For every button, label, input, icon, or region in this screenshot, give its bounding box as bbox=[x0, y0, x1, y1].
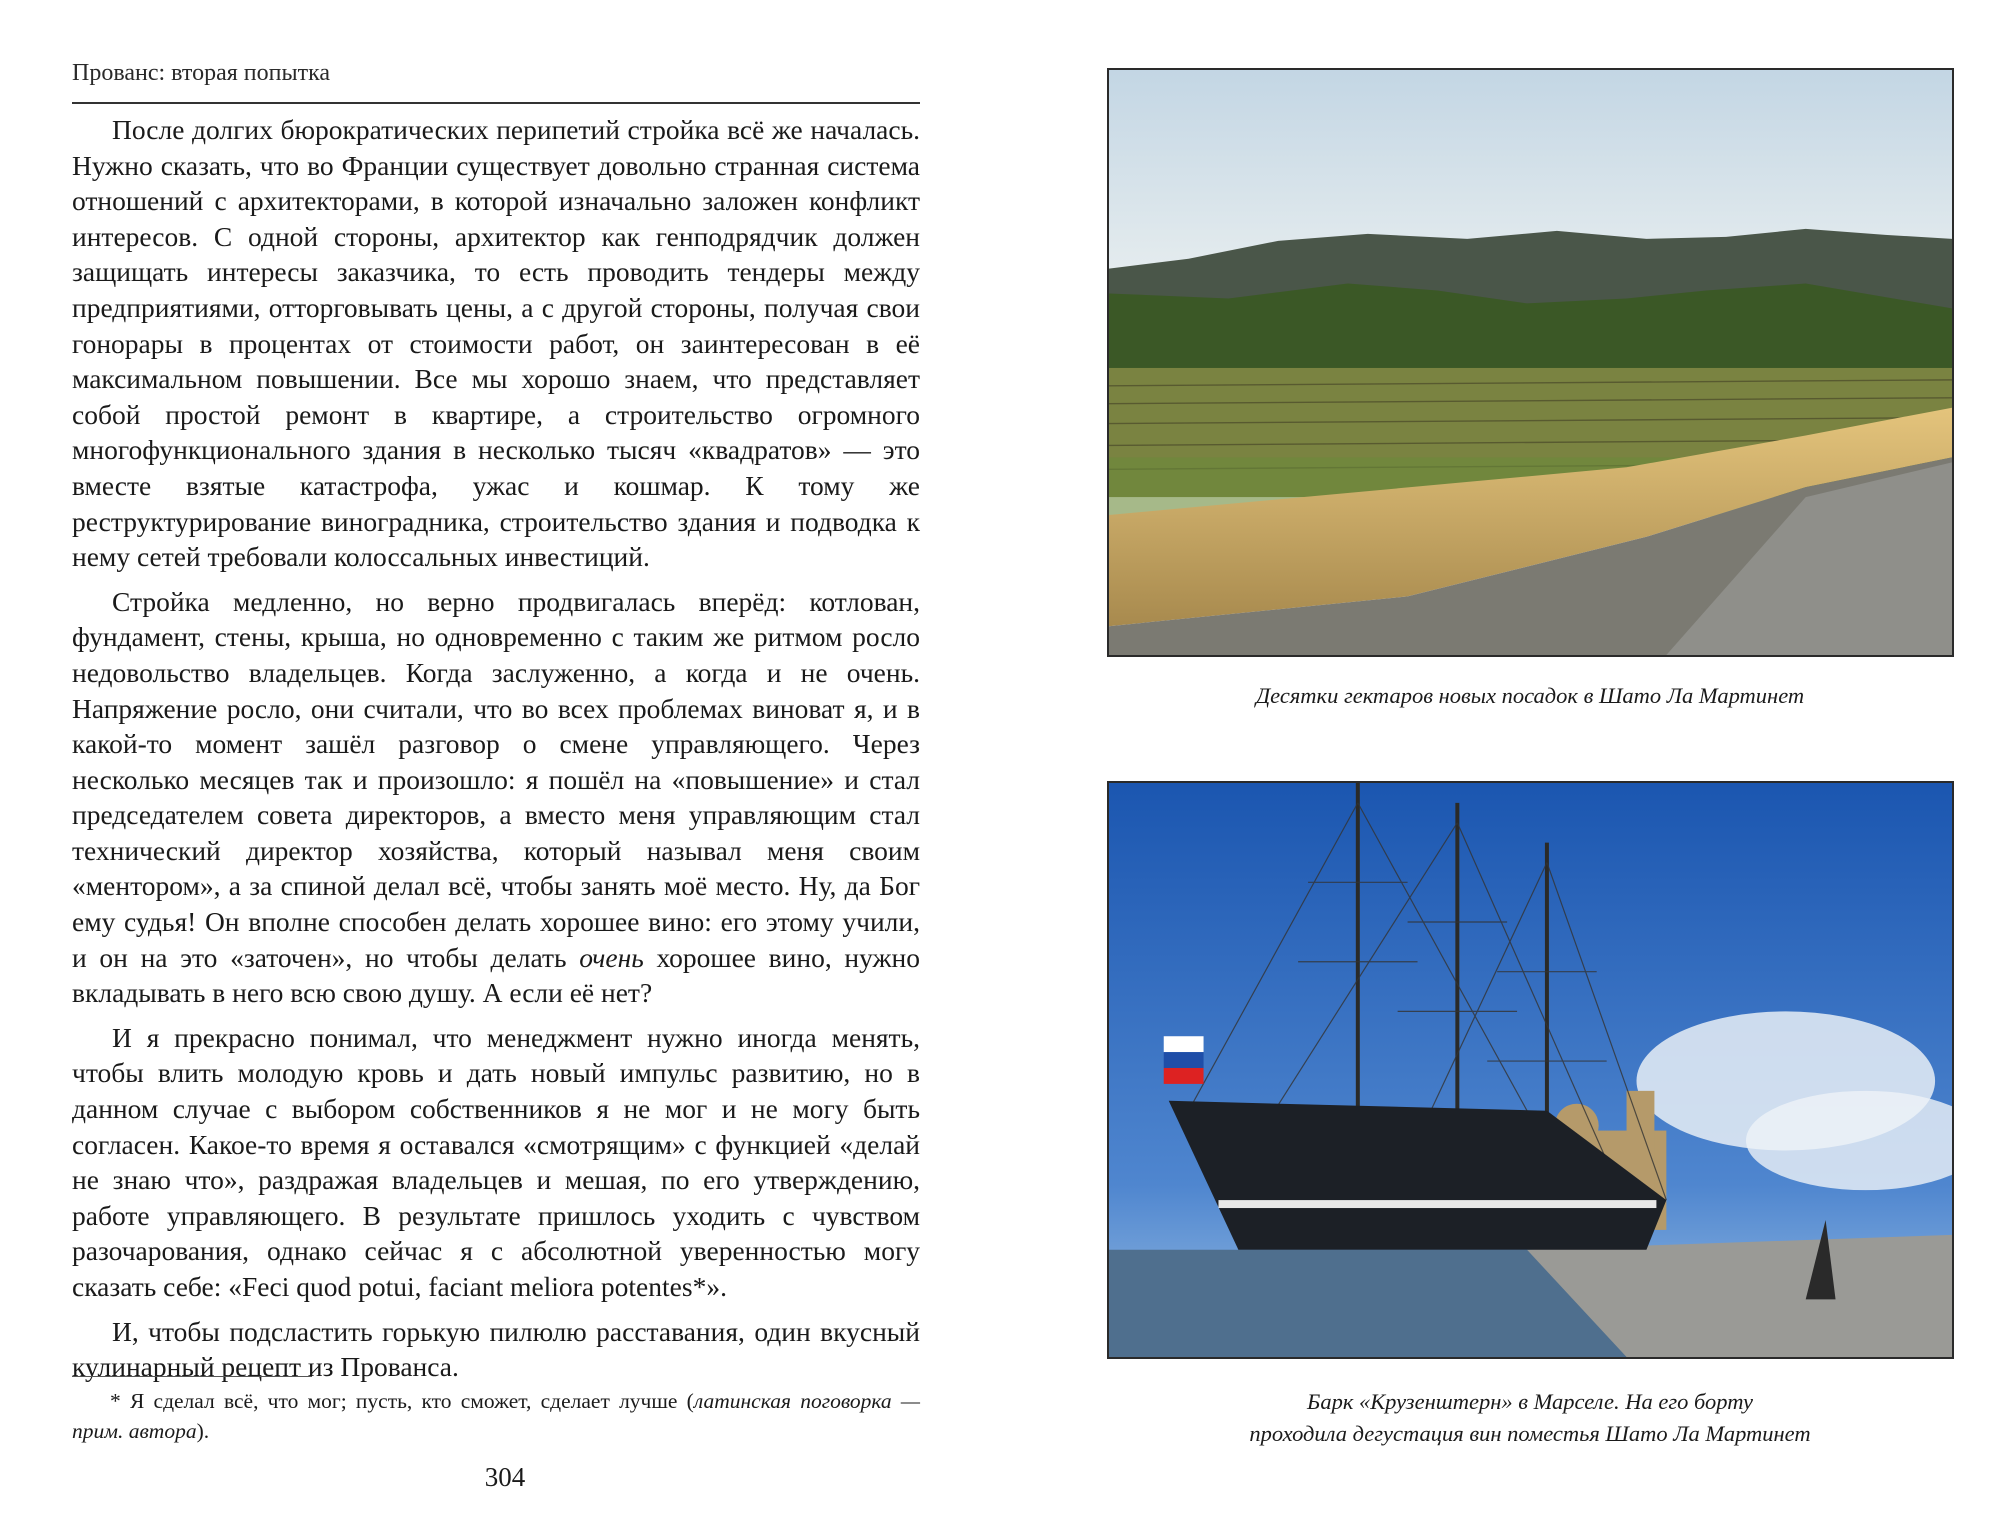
caption-ship-line-1: Барк «Крузенштерн» в Марселе. На его борту bbox=[1307, 1389, 1753, 1414]
ship-illustration bbox=[1109, 783, 1952, 1357]
body-text bbox=[72, 112, 920, 1394]
hull-stripe bbox=[1218, 1200, 1656, 1208]
footnote-emphasis: латинская поговорка — прим. автора bbox=[72, 1389, 920, 1443]
paragraph-4: И, чтобы подсластить горькую пилюлю расставания, один вкусный кулинарный рецепт из Прованса. bbox=[72, 1315, 920, 1383]
right-page bbox=[1000, 0, 2000, 1531]
paragraph-2 bbox=[72, 584, 920, 1011]
footnote-end: ). bbox=[196, 1419, 210, 1443]
paragraph-2-part-2: хорошее вино, нужно вкладывать в него всю свою душу. А если её нет? bbox=[72, 941, 920, 1009]
flag-stripe-red bbox=[1164, 1068, 1204, 1084]
paragraph-2-part-1: Стройка медленно, но верно продвигалась вперёд: котлован, фундамент, стены, крыша, но одновременно с таким же ритмом росло недовольство владельцев. Когда заслуженно, а когда и не очень. Напряжение росло, они считали, что во всех проблемах виноват я, и в какой-то момент зашёл разговор о смене управляющего. Через несколько месяцев так и произошло: я пошёл на «повышение» и стал председателем совета директоров, а вместо меня управляющим стал технический директор хозяйства, который называл меня своим «ментором», а за спиной делал всё, чтобы занять моё место. Ну, да Бог ему судья! Он вполне способен делать хорошее вино: его этому учили, и он на это «заточен», но чтобы делать bbox=[72, 585, 920, 973]
paragraph-1: После долгих бюрократических перипетий стройка всё же началась. Нужно сказать, что во Франции существует довольно странная система отношений с архитекторами, в которой изначально заложен конфликт интересов. С одной стороны, архитектор как генподрядчик должен защищать интересы заказчика, то есть проводить тендеры между предприятиями, отторговывать цены, а с другой стороны, получая свои гонорары в процентах от стоимости работ, он заинтересован в её максимальном повышении. Все мы хорошо знаем, что представляет собой простой ремонт в квартире, а строительство огромного многофункционального здания в несколько тысяч «квадратов» — это вместе взятые катастрофа, ужас и кошмар. К тому же реструктурирование виноградника, строительство здания и подводка к нему сетей требовали колоссальных инвестиций. bbox=[72, 114, 920, 573]
caption-vineyard: Десятки гектаров новых посадок в Шато Ла Мартинет bbox=[1255, 683, 1805, 708]
running-head: Прованс: вторая попытка bbox=[72, 60, 331, 86]
footnote-text: * Я сделал всё, что мог; пусть, кто сможет, сделает лучше ( bbox=[110, 1389, 694, 1413]
vineyard-photo bbox=[1107, 68, 1954, 657]
paragraph-3: И я прекрасно понимал, что менеджмент нужно иногда менять, чтобы влить молодую кровь и дать новый импульс развитию, но в данном случае с выбором собственников я не мог и не могу быть согласен. Какое-то время я оставался «смотрящим» с функцией «делай не знаю что», раздражая владельцев и мешая, по его утверждению, работе управляющего. В результате пришлось уходить с чувством разочарования, однако сейчас я с абсолютной уверенностью могу сказать себе: «Feci quod potui, faciant meliora potentes*». bbox=[72, 1021, 920, 1302]
page-number: 304 bbox=[484, 1462, 526, 1492]
vineyard-illustration bbox=[1109, 70, 1952, 655]
ship-photo bbox=[1107, 781, 1954, 1359]
flag-stripe-white bbox=[1164, 1036, 1204, 1052]
flag-stripe-blue bbox=[1164, 1052, 1204, 1068]
caption-ship-line-2: проходила дегустация вин поместья Шато Ла Мартинет bbox=[1249, 1421, 1811, 1446]
caption-ship bbox=[1100, 1386, 1960, 1450]
footnote bbox=[72, 1386, 920, 1446]
paragraph-2-emphasis: очень bbox=[579, 941, 644, 973]
footnote-rule bbox=[72, 1376, 312, 1377]
running-head-rule bbox=[72, 102, 920, 104]
